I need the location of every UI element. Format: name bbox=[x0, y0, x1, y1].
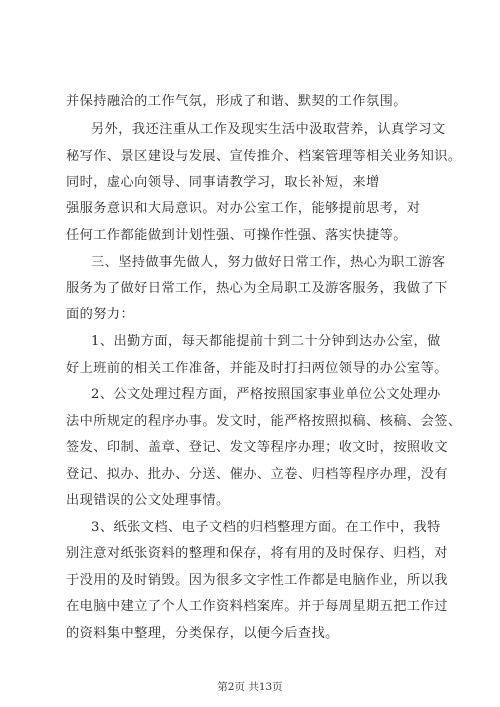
paragraph-line: 签发、印制、盖章、登记、发文等程序办理；收文时，按照收文 bbox=[66, 440, 448, 455]
paragraph-line: 另外，我还注重从工作及现实生活中汲取营养，认真学习文 bbox=[91, 122, 446, 137]
paragraph-line: 2、公文处理过程方面，严格按照国家事业单位公文处理办 bbox=[91, 387, 441, 402]
paragraph-line: 好上班前的相关工作准备，并能及时打扫两位领导的办公室等。 bbox=[66, 361, 448, 376]
paragraph-line: 强服务意识和大局意识。对办公室工作，能够提前思考，对 bbox=[66, 201, 421, 216]
paragraph-line: 三、坚持做事先做人，努力做好日常工作，热心为职工游客 bbox=[91, 255, 446, 270]
paragraph-line: 并保持融洽的工作气氛，形成了和谐、默契的工作氛围。 bbox=[66, 94, 407, 109]
paragraph-line: 登记、拟办、批办、分送、催办、立卷、归档等程序办理，没有 bbox=[66, 467, 448, 482]
paragraph-line: 同时，虚心向领导、同事请教学习，取长补短，来增 bbox=[66, 175, 380, 190]
paragraph-line: 任何工作都能做到计划性强、可操作性强、落实快捷等。 bbox=[66, 228, 407, 243]
paragraph-line: 的资料集中整理，分类保存，以便今后查找。 bbox=[66, 626, 339, 641]
paragraph-line: 法中所规定的程序办事。发文时，能严格按照拟稿、核稿、会签、 bbox=[66, 414, 462, 429]
paragraph-line: 别注意对纸张资料的整理和保存，将有用的及时保存、归档，对 bbox=[66, 546, 448, 561]
paragraph-line: 1、出勤方面，每天都能提前十到二十分钟到达办公室，做 bbox=[91, 334, 441, 349]
paragraph-line: 于没用的及时销毁。因为很多文字性工作都是电脑作业，所以我 bbox=[66, 573, 448, 588]
paragraph-line: 出现错误的公文处理事情。 bbox=[66, 493, 230, 508]
page-number-footer: 第2页 共13页 bbox=[217, 681, 283, 693]
paragraph-line: 服务为了做好日常工作，热心为全局职工及游客服务，我做了下 bbox=[66, 281, 448, 296]
paragraph-line: 面的努力： bbox=[66, 307, 135, 322]
paragraph-line: 在电脑中建立了个人工作资料档案库。并于每周星期五把工作过 bbox=[66, 599, 448, 614]
paragraph-line: 秘写作、景区建设与发展、宣传推介、档案管理等相关业务知识。 bbox=[66, 149, 462, 164]
paragraph-line: 3、纸张文档、电子文档的归档整理方面。在工作中，我特 bbox=[91, 520, 441, 535]
